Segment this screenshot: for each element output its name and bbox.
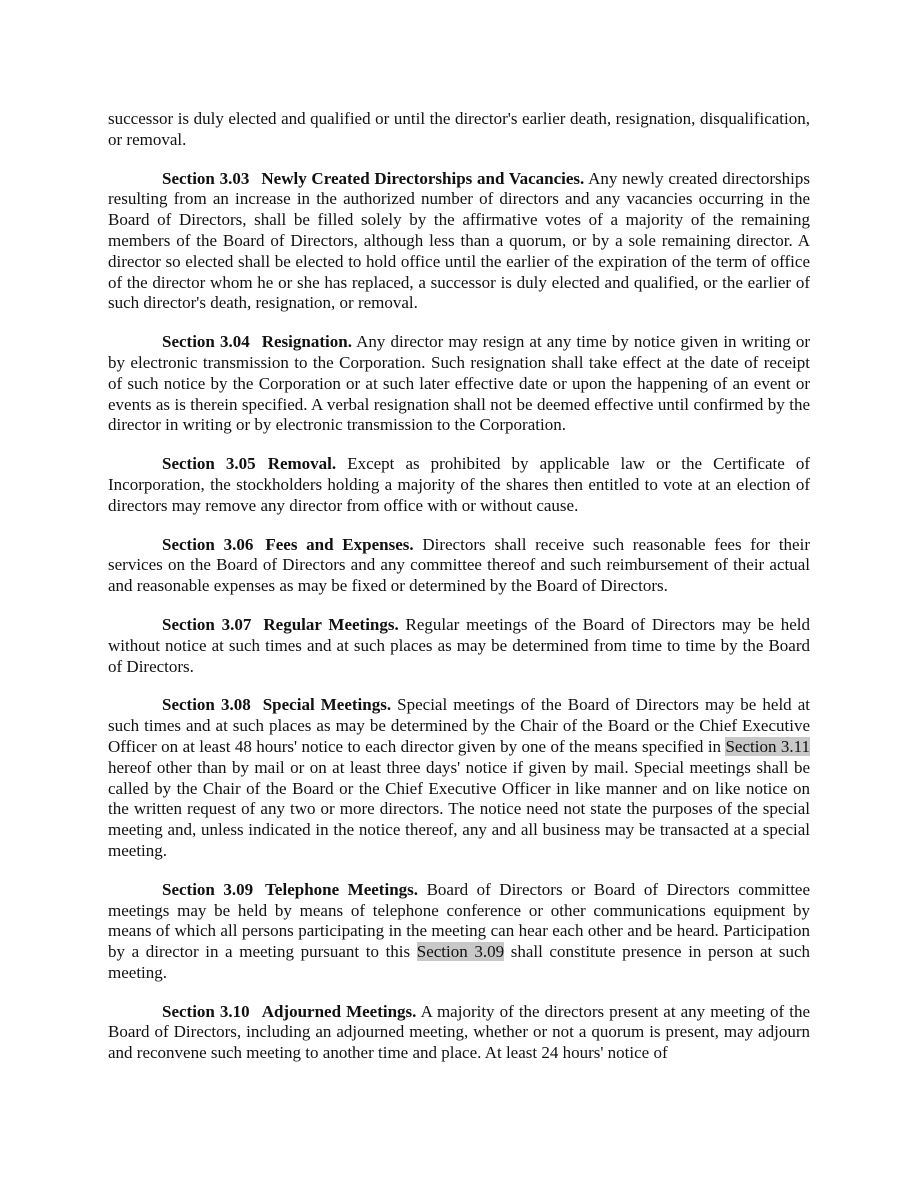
section-paragraph-section-3-05 bbox=[108, 454, 810, 516]
continuation-paragraph bbox=[108, 109, 810, 151]
section-heading: Resignation. bbox=[261, 332, 352, 352]
section-number: Section 3.04 bbox=[162, 332, 250, 352]
body-text: Board of Directors or Board of Directors committee meetings may be held by means of telephone conference or other communications equipment by means of which all persons participating in the meeting can hear each other and be heard. Participation by a director in a meeting pursuant to this bbox=[108, 879, 811, 962]
section-number: Section 3.08 bbox=[162, 695, 251, 715]
section-heading: Newly Created Directorships and Vacancies. bbox=[261, 168, 585, 188]
body-text: shall constitute presence in person at such meeting. bbox=[108, 942, 811, 982]
body-text: Regular meetings of the Board of Directors may be held without notice at such times and at such places as may be determined from time to time by the Board of Directors. bbox=[108, 614, 810, 676]
section-heading: Fees and Expenses. bbox=[265, 534, 414, 554]
section-paragraph-section-3-10 bbox=[108, 1002, 810, 1064]
section-paragraph-section-3-06 bbox=[108, 535, 810, 597]
section-number: Section 3.10 bbox=[162, 1001, 250, 1021]
section-heading: Adjourned Meetings. bbox=[261, 1001, 417, 1021]
body-text: hereof other than by mail or on at least three days' notice if given by mail. Special meetings shall be called by the Chair of the Board or the Chief Executive Officer in like manner and on like notice on the written request of any two or more directors. The notice need not state the purposes of the special meeting and, unless indicated in the notice thereof, any and all business may be transacted at a special meeting. bbox=[108, 757, 810, 860]
body-text: Directors shall receive such reasonable fees for their services on the Board of Directors and any committee thereof and such reimbursement of their actual and reasonable expenses as may be fixed or determined by the Board of Directors. bbox=[108, 534, 810, 596]
body-text: Except as prohibited by applicable law or the Certificate of Incorporation, the stockholders holding a majority of the shares then entitled to vote at an election of directors may remove any director from office with or without cause. bbox=[108, 454, 811, 515]
section-paragraph-section-3-08 bbox=[108, 695, 810, 861]
section-heading: Telephone Meetings. bbox=[265, 879, 419, 899]
body-text: Any director may resign at any time by notice given in writing or by electronic transmission to the Corporation. Such resignation shall take effect at the date of receipt of such notice by the Corporation or at such later effective date or upon the happening of an event or events as is therein specified. A verbal resignation shall not be deemed effective until confirmed by the director in writing or by electronic transmission to the Corporation. bbox=[108, 332, 810, 435]
section-heading: Removal. bbox=[267, 454, 337, 474]
section-heading: Special Meetings. bbox=[262, 695, 392, 715]
section-number: Section 3.09 bbox=[162, 879, 254, 899]
cross-reference-link[interactable]: Section 3.11 bbox=[725, 736, 810, 756]
section-heading: Regular Meetings. bbox=[263, 614, 399, 634]
section-number: Section 3.03 bbox=[162, 168, 250, 188]
section-number: Section 3.06 bbox=[162, 534, 254, 554]
body-text: Any newly created directorships resulting from an increase in the authorized number of directors and any vacancies occurring in the Board of Directors, shall be filled solely by the affirmative votes of a majority of the remaining members of the Board of Directors, although less than a quorum, or by a sole remaining director. A director so elected shall be elected to hold office until the earlier of the expiration of the term of office of the director whom he or she has replaced, a successor is duly elected and qualified, or the earlier of such director's death, resignation, or removal. bbox=[108, 168, 811, 313]
body-text: Special meetings of the Board of Directors may be held at such times and at such places as may be determined by the Chair of the Board or the Chief Executive Officer on at least 48 hours' notice to each director given by one of the means specified in bbox=[108, 695, 811, 756]
section-paragraph-section-3-04 bbox=[108, 332, 810, 436]
section-paragraph-section-3-07 bbox=[108, 615, 810, 677]
section-number: Section 3.05 bbox=[162, 454, 256, 474]
body-text: successor is duly elected and qualified or until the director's earlier death, resignation, disqualification, or removal. bbox=[108, 109, 810, 149]
section-paragraph-section-3-09 bbox=[108, 880, 810, 984]
body-text: A majority of the directors present at any meeting of the Board of Directors, including an adjourned meeting, whether or not a quorum is present, may adjourn and reconvene such meeting to another time and place. At least 24 hours' notice of bbox=[108, 1001, 811, 1063]
section-paragraph-section-3-03 bbox=[108, 169, 810, 315]
cross-reference-link[interactable]: Section 3.09 bbox=[416, 942, 505, 962]
section-number: Section 3.07 bbox=[162, 614, 252, 634]
